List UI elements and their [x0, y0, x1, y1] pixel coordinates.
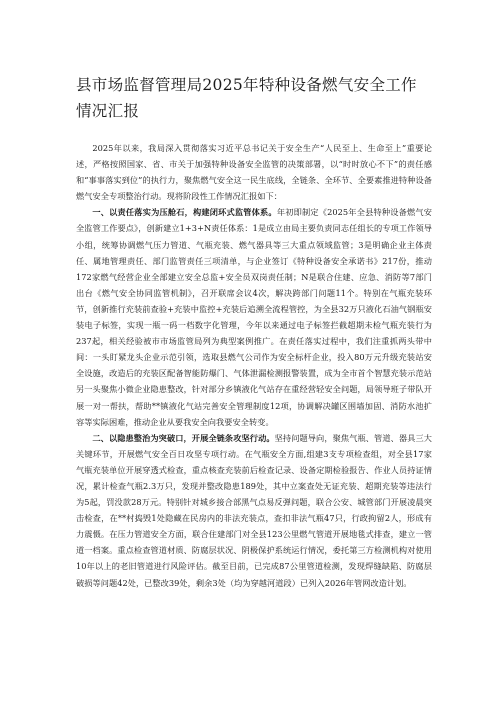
paragraph-lead: 一、以责任落实为压舱石，构建闭环式监管体系。	[92, 207, 277, 218]
paragraph-intro	[76, 140, 432, 204]
paragraph-section-1	[76, 204, 432, 429]
document-body	[76, 140, 432, 591]
paragraph-section-2	[76, 430, 432, 591]
paragraph-text: 年初即制定《2025年全县特种设备燃气安全监管工作要点》，创新建立1+3+N责任体系：1是成立由局主要负责同志任组长的专项工作领导小组，统筹协调燃气压力管道、气瓶充装、燃气器具等三大重点领域监管；3是明确企业主体责任、属地管理责任、部门监管责任三项清单，与企业签订《特种设备安全承诺书》217份，推动172家燃气经营企业全部建立安全总监+安全员双岗责任制；N是联合住建、应急、消防等7部门出台《燃气安全协同监管机制》，召开联席会议4次，解决跨部门问题11个。特别在气瓶充装环节，创新推行充装前查验+充装中监控+充装后追溯全流程管控，为全县32万只液化石油气钢瓶安装电子标签，实现一瓶一码一档数字化管理，今年以来通过电子标签拦截超期未检气瓶充装行为237起，相关经验被市市场监管局列为典型案例推广。在责任落实过程中，我们注重抓两头带中间：一头盯紧龙头企业示范引领，选取县燃气公司作为安全标杆企业，投入80万元升级充装站安全设施，改造后的充装区配备智能防爆门、气体泄漏检测报警装置，成为全市首个智慧充装示范站另一头聚焦小微企业隐患整改，针对部分乡镇液化气站存在重经营轻安全问题，局领导班子带队开展一对一帮扶，帮助**镇液化气站完善安全管理制度12项，协调解决罐区围墙加固、消防水池扩容等实际困难，推动企业从要我安全向我要安全转变。	[76, 207, 432, 427]
paragraph-text: 2025年以来，我局深入贯彻落实习近平总书记关于安全生产“人民至上、生命至上”重要论述，严格按照国家、省、市关于加强特种设备安全监管的决策部署，以“时时放心不下”的责任感和“事事落实到位”的执行力，聚焦燃气安全这一民生底线，全链条、全环节、全要素推进特种设备燃气安全专项整治行动。现将阶段性工作情况汇报如下：	[76, 143, 432, 202]
document-title: 县市场监督管理局2025年特种设备燃气安全工作情况汇报	[76, 76, 417, 120]
paragraph-lead: 二、以隐患整治为突破口，开展全链条攻坚行动。	[92, 432, 275, 443]
paragraph-text: 坚持问题导向，聚焦气瓶、管道、器具三大关键环节，开展燃气安全百日攻坚专项行动。在气瓶安全方面,组建3支专项检查组，对全县17家气瓶充装单位开展穿透式检查，重点核查充装前后检查记录、设备定期检验报告、作业人员持证情况，累计检查气瓶2.3万只，发现并整改隐患189处，其中立案查处无证充装、超期充装等违法行为5起，罚没款28万元。特别针对城乡接合部黑气点易反弹问题，联合公安、城管部门开展凌晨突击检查，在**村捣毁1处隐藏在民房内的非法充装点，查扣非法气瓶47只，行政拘留2人，形成有力震慑。在压力管道安全方面，联合住建部门对全县123公里燃气管道开展地毯式排查，建立一管道一档案。重点检查管道材质、防腐层状况、阴极保护系统运行情况，委托第三方检测机构对使用10年以上的老旧管道进行风险评估。截至目前，已完成87公里管道检测，发现焊缝缺陷、防腐层破损等问题42处，已整改39处，剩余3处（均为穿越河道段）已列入2026年管网改造计划。	[76, 432, 432, 588]
